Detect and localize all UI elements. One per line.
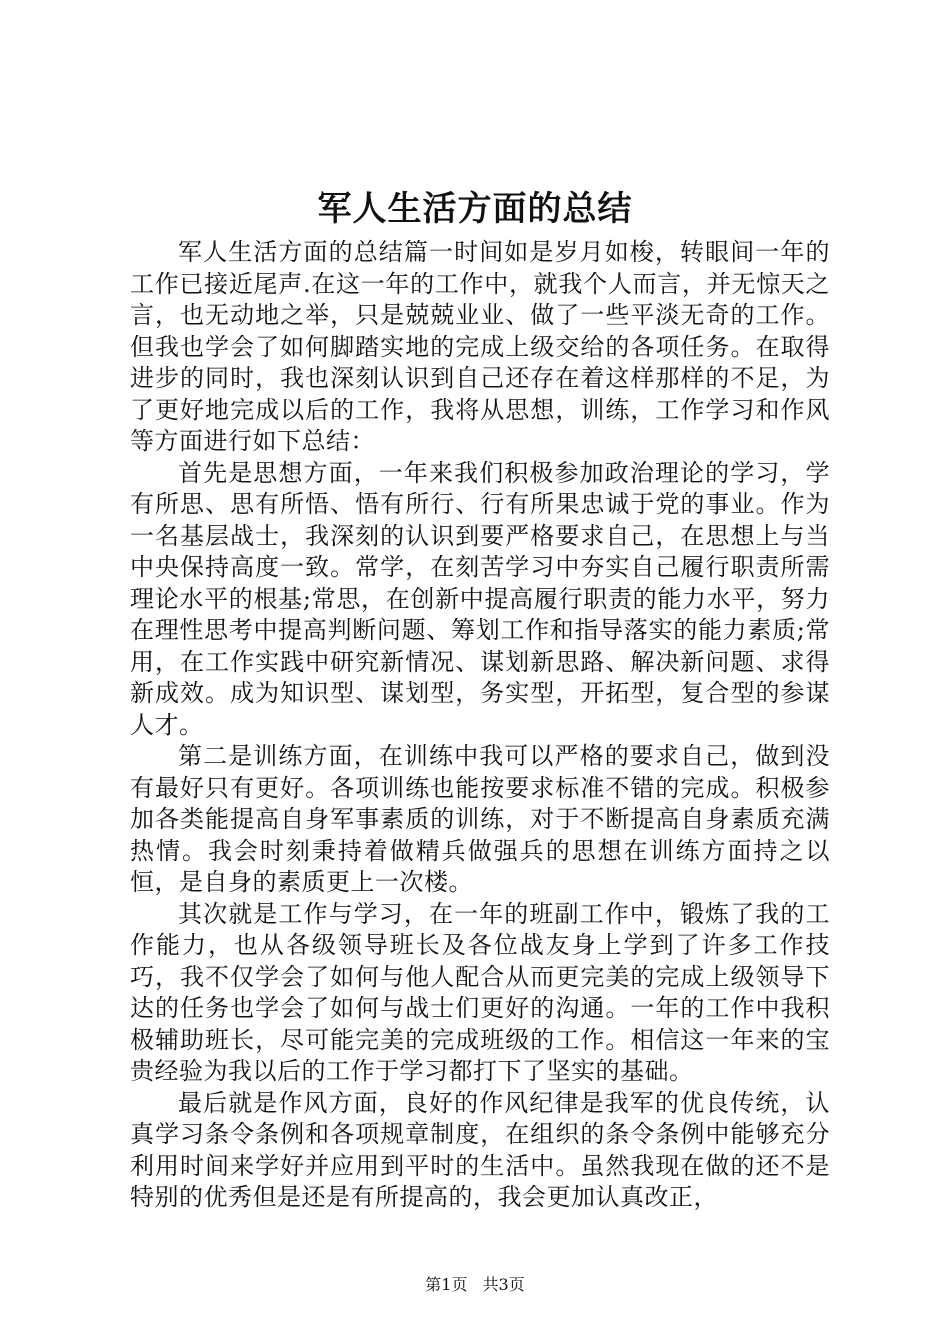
paragraph-intro: 军人生活方面的总结篇一时间如是岁月如梭，转眼间一年的工作已接近尾声.在这一年的工作中，就我个人而言，并无惊天之言，也无动地之举，只是兢兢业业、做了一些平淡无奇的工作。但我也学会了如何脚踏实地的完成上级交给的各项任务。在取得进步的同时，我也深刻认识到自己还存在着这样那样的不足，为了更好地完成以后的工作，我将从思想，训练，工作学习和作风等方面进行如下总结： [130, 238, 830, 455]
paragraph-work-study: 其次就是工作与学习，在一年的班副工作中，锻炼了我的工作能力，也从各级领导班长及各位战友身上学到了许多工作技巧，我不仅学会了如何与他人配合从而更完美的完成上级领导下达的任务也学会了如何与战士们更好的沟通。一年的工作中我积极辅助班长，尽可能完美的完成班级的工作。相信这一年来的宝贵经验为我以后的工作于学习都打下了坚实的基础。 [130, 899, 830, 1085]
paragraph-conduct: 最后就是作风方面，良好的作风纪律是我军的优良传统，认真学习条令条例和各项规章制度，在组织的条令条例中能够充分利用时间来学好并应用到平时的生活中。虽然我现在做的还不是特别的优秀但是还是有所提高的，我会更加认真改正， [130, 1088, 830, 1211]
page-number: 第1页 [425, 1275, 468, 1294]
page-total: 共3页 [482, 1275, 525, 1294]
document-title: 军人生活方面的总结 [317, 189, 633, 229]
document-body [130, 237, 830, 1214]
paragraph-thought: 首先是思想方面，一年来我们积极参加政治理论的学习，学有所思、思有所悟、悟有所行、行有所果忠诚于党的事业。作为一名基层战士，我深刻的认识到要严格要求自己，在思想上与当中央保持高度一致。常学，在刻苦学习中夯实自己履行职责所需理论水平的根基;常思，在创新中提高履行职责的能力水平，努力在理性思考中提高判断问题、筹划工作和指导落实的能力素质;常用，在工作实践中研究新情况、谋划新思路、解决新问题、求得新成效。成为知识型、谋划型，务实型，开拓型，复合型的参谋人才。 [130, 458, 830, 739]
page-footer [0, 1275, 950, 1295]
paragraph-training: 第二是训练方面，在训练中我可以严格的要求自己，做到没有最好只有更好。各项训练也能按要求标准不错的完成。积极参加各类能提高自身军事素质的训练，对于不断提高自身素质充满热情。我会时刻秉持着做精兵做强兵的思想在训练方面持之以恒，是自身的素质更上一次楼。 [130, 742, 830, 896]
